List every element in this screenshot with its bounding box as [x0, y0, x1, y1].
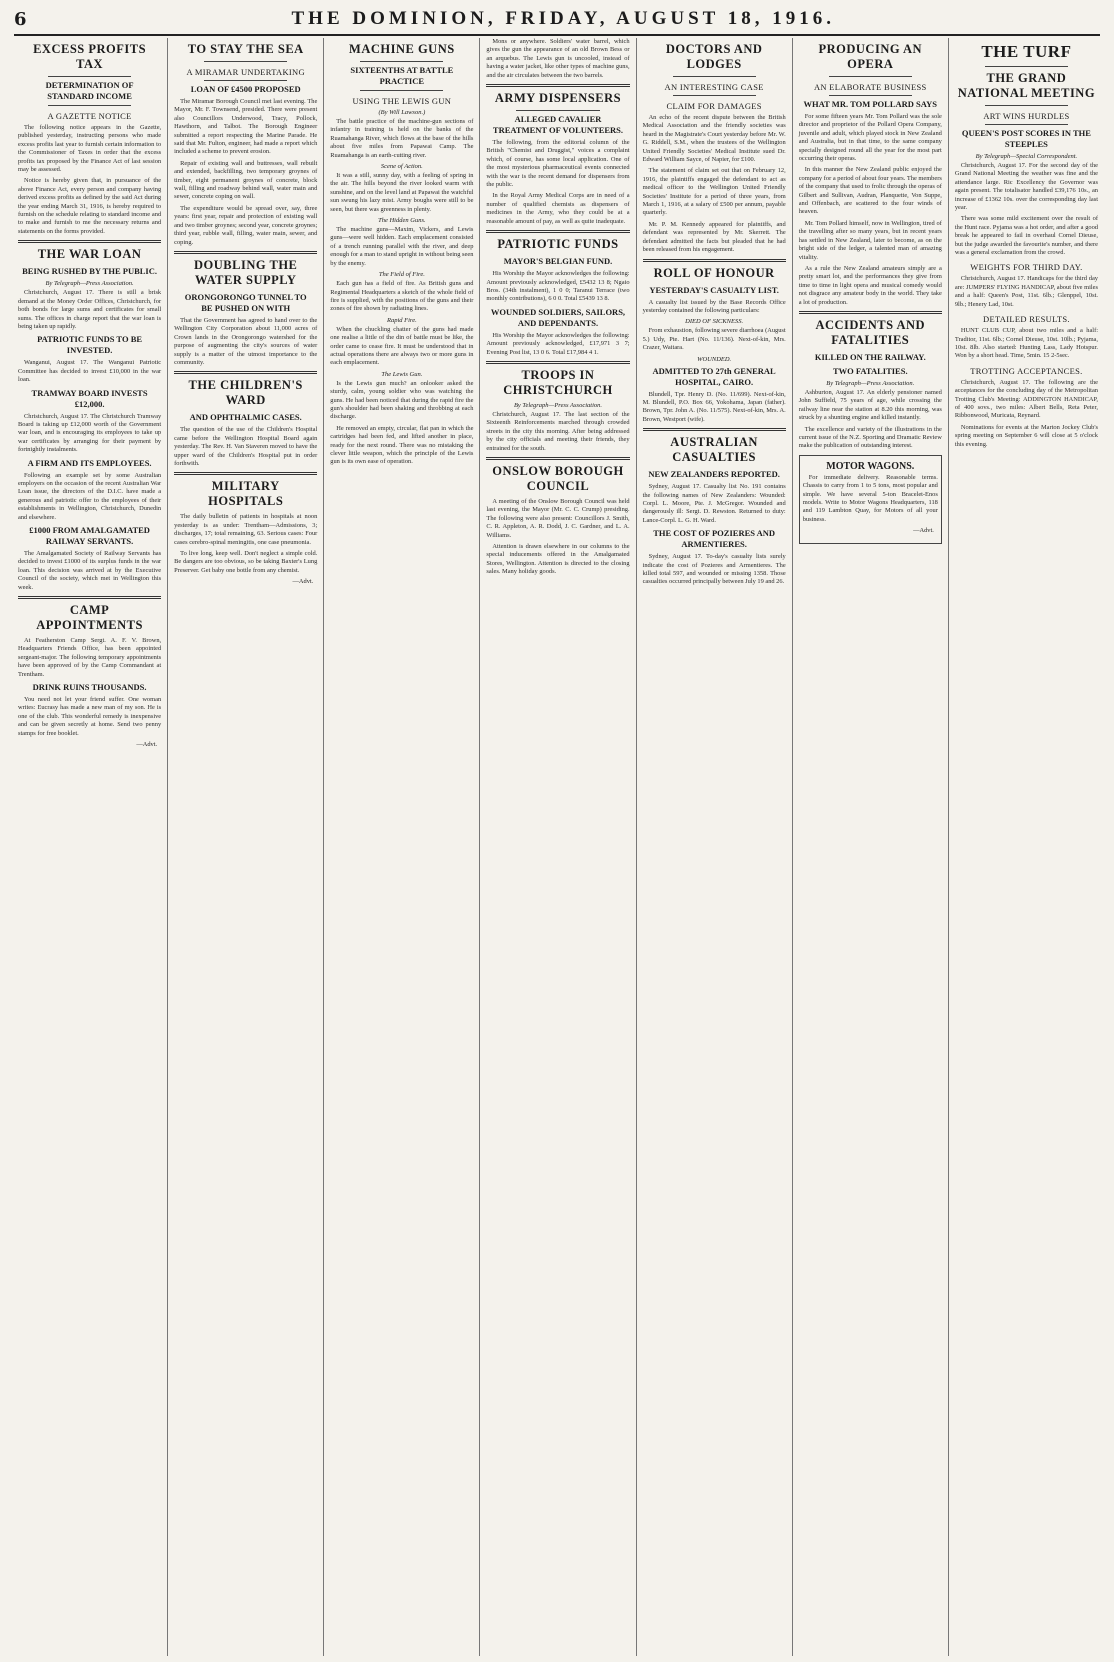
- divider: [204, 61, 287, 62]
- newspaper-title: THE DOMINION, FRIDAY, AUGUST 18, 1916.: [291, 8, 836, 29]
- section-divider: [18, 240, 161, 243]
- article-paragraph: Repair of existing wall and buttresses, wall rebuilt and extended, backfilling, two temporary groynes of timber, eight permanent groynes of concrete, block wall, filling and roadway behind wall, water main and sewer, concrete coping on wall.: [174, 159, 318, 201]
- article-headline: DOUBLING THE WATER SUPPLY: [194, 257, 298, 287]
- article-subheadline: PATRIOTIC FUNDS TO BE INVESTED.: [37, 334, 143, 356]
- article-headline: ACCIDENTS AND FATALITIES: [815, 317, 926, 347]
- article-headline: TO STAY THE SEA: [187, 42, 304, 56]
- section-divider: [486, 361, 629, 364]
- section-heading: WOUNDED.: [697, 355, 732, 363]
- article-paragraph: The following, from the editorial column of the British "Chemist and Druggist," voices a complaint which, of course, has some local application. One of the most mysterious pharmaceutical events connected with the war is the recent demand for dispensers from the public.: [486, 139, 630, 189]
- section-heading: Scene of Action.: [380, 163, 423, 171]
- article-paragraph: Blundell, Tpr. Henry D. (No. 11/699). Next-of-kin, M. Blundell, P.O. Box 66, Yokohama, Japan (father). Brown, Tpr. John A. (No. 11/575). Next-of-kin, Mrs. A. Brown, Westport (wife).: [642, 390, 786, 423]
- article-paragraph: The expenditure would be spread over, say, three years: first year, repair and protection of existing wall and two timber groynes; second year, concrete groynes; third year, rubble wall, filling, water main, sewer, and coping.: [174, 204, 318, 246]
- article-paragraph: That the Government has agreed to hand over to the Wellington City Corporation about 11,000 acres of Crown lands in the Orongorongo watershed for the purpose of augmenting the city's sources of water supply is a matter of the utmost importance to the community.: [174, 316, 318, 366]
- article-paragraph: Mr. Tom Pollard himself, now in Wellington, tired of the travelling after so many years, but in recent years has settled in New Zealand, later to become, as on the bright side of the ledger, a talented man of amazing vitality.: [798, 219, 942, 261]
- article-subheadline: DETERMINATION OF STANDARD INCOME: [45, 80, 134, 101]
- divider: [673, 95, 756, 96]
- section-divider: [174, 251, 317, 254]
- article-subheadline: MAYOR'S BELGIAN FUND.: [503, 256, 613, 267]
- article-subheadline: WOUNDED SOLDIERS, SAILORS, AND DEPENDANTS.: [490, 306, 626, 328]
- section-divider: [486, 84, 629, 87]
- article-paragraph: The statement of claim set out that on February 12, 1916, the plaintiffs engaged the defendant to act as medical officer to the Wellington United Friendly Societies' Institute for a period of three years, from March 1, 1916, at a salary of £500 per annum, payable quarterly.: [642, 167, 786, 217]
- article-paragraph: There was some mild excitement over the result of the Hunt race. Pyjama was a hot order, and after a good break he appeared to fail in overhaul Cornel Dieuse, but the judge awarded the favourite's number, and there was a general exclamation from the crowd.: [954, 215, 1098, 257]
- article-subheadline: WHAT MR. TOM POLLARD SAYS: [803, 99, 937, 109]
- section-heading: The Field of Fire.: [378, 271, 425, 279]
- section-divider: [486, 457, 629, 460]
- article-subheadline: ORONGORONGO TUNNEL TO BE PUSHED ON WITH: [184, 291, 307, 313]
- article-paragraph: When the chuckling chatter of the guns had made one realise a little of the din of battle must be like, the order came to cease fire. It must be understood that in actual operations there are always two or more guns in each emplacement.: [330, 325, 474, 367]
- divider: [48, 105, 131, 106]
- section-heading: The Lewis Gun.: [381, 370, 423, 378]
- article-headline: THE TURF: [981, 42, 1072, 61]
- article-subheadline: A MIRAMAR UNDERTAKING: [186, 67, 305, 77]
- section-divider: [174, 371, 317, 374]
- article-subheadline: LOAN OF £4500 PROPOSED: [190, 84, 301, 94]
- article-headline: PATRIOTIC FUNDS: [497, 237, 619, 252]
- article-paragraph: The excellence and variety of the illustrations in the current issue of the N.Z. Sporting and Dramatic Review make the publication of outstanding interest.: [798, 425, 942, 450]
- advertisement-box: [799, 455, 942, 544]
- article-paragraph: The Miramar Borough Council met last evening. The Mayor, Mr. F. Townsend, presided. There were present also Councillors Underwood, Tracy, Pollock, Hawthorn, and Talbot. The Borough Engineer submitted a report respecting the Marine Parade. He said that Mr. Fulton, engineer, had made a report which included a scheme to prevent erosion.: [174, 98, 318, 156]
- article-subheadline: THE COST OF POZIERES AND ARMENTIERES.: [653, 528, 776, 550]
- article-paragraph: Attention is drawn elsewhere in our columns to the special inducements offered in the Amalgamated Stores, Wellington. Attention is directed to the closing sales. Many holiday goods.: [486, 543, 630, 576]
- advertisement-signoff: —Advt.: [913, 527, 934, 535]
- article-headline: CAMP APPOINTMENTS: [36, 603, 143, 633]
- article-headline: PRODUCING AN OPERA: [818, 42, 923, 71]
- article-paragraph: In the Royal Army Medical Corps are in need of a number of qualified chemists as dispensers of medicines in the Army, who they could be at a reasonable amount of pay, as well as quite inadequate.: [486, 192, 630, 225]
- article-subheadline: KILLED ON THE RAILWAY.: [814, 351, 926, 362]
- advertisement-text: To live long, keep well. Don't neglect a simple cold. Be dangers are too obvious, so be taking Baxter's Lung Preserver. Get baby one bottle from any chemist.: [174, 550, 318, 574]
- article-paragraph: The machine guns—Maxim, Vickers, and Lewis guns—were well hidden. Each emplacement consisted of a trench running parallel with the river, and deep enough for a man to stand upright in without being seen by the enemy.: [330, 226, 474, 267]
- article-subheadline: A GAZETTE NOTICE: [47, 111, 132, 121]
- article-paragraph: Nominations for events at the Marton Jockey Club's spring meeting on September 6 will close at 5 o'clock this evening.: [954, 423, 1098, 448]
- byline: (By Will Lawson.): [378, 109, 426, 116]
- article-paragraph: Sydney, August 17. To-day's casualty lists surely indicate the cost of Pozieres and Armentieres. The killed total 597, and wounded or missing 1358. Those casualties occurred principally between July 19 and 26.: [642, 553, 786, 586]
- page-number: 6: [14, 8, 27, 30]
- divider: [673, 76, 756, 77]
- article-paragraph: His Worship the Mayor acknowledges the following: Amount previously acknowledged, £17,971 3 7; Evening Post list, 13 0 6. Total £17,984 4 1.: [486, 331, 630, 356]
- article-paragraph: Mons or anywhere. Soldiers' water barrel, which gives the gun the appearance of an old Brown Bess or an arquebus. The Lewis gun is uncooled, instead of having a water jacket, like other types of machine guns, and the air circulates between the two barrels.: [486, 38, 630, 79]
- divider: [48, 76, 131, 77]
- article-paragraph: Christchurch, August 17. The Christchurch Tramway Board is taking up £12,000 worth of the Government war loan, and is encouraging its employees to take up war certificates by arranging for their payment by fortnightly instalments.: [18, 412, 162, 454]
- section-heading: The Hidden Guns.: [378, 217, 426, 225]
- divider: [360, 61, 443, 62]
- advertisement-text: You need not let your friend suffer. One woman writes: Eucrasy has made a new man of my son. He is one of the club. This wonderful remedy is inexpensive and can be given secretly at home. Send two penny stamps for free booklet.: [18, 696, 162, 737]
- divider: [985, 124, 1068, 125]
- article-subheadline: £1000 FROM AMALGAMATED RAILWAY SERVANTS.: [29, 525, 150, 546]
- article-paragraph: In this manner the New Zealand public enjoyed the company for a period of about four years. The members of the company that used to frolic through the operas of Gilbert and Sullivan, Audran, Planquette, Von Suppe, and Offenbach, are scattered to the four winds of heaven.: [798, 166, 942, 216]
- article-paragraph: An echo of the recent dispute between the British Medical Association and the friendly societies was heard in the Magistrate's Court yesterday before Mr. W. G. Riddell, S.M., when the trustees of the Wellington United Friendly Societies' Medical Institute sued Dr. Edward William Sayce, of Napier, for £100.: [642, 114, 786, 164]
- article-subheadline: YESTERDAY'S CASUALTY LIST.: [649, 284, 779, 295]
- section-heading: TROTTING ACCEPTANCES.: [970, 365, 1083, 376]
- section-divider: [18, 596, 161, 599]
- article-paragraph: From exhaustion, following severe diarrhoea (August 5.) Udy, Pte. Hart (No. 11/136). Next-of-kin, Mrs. Crazer, Waitara.: [642, 327, 786, 352]
- article-paragraph: At Featherston Camp Sergt. A. F. V. Brown, Headquarters Friends Office, has been appointed sergeant-major. The following temporary appointments have been approved of by the Camp Commandant at Trentham.: [18, 637, 162, 678]
- column-2: [168, 38, 324, 1656]
- article-subheadline: CLAIM FOR DAMAGES: [666, 101, 762, 111]
- column-3: [324, 38, 480, 1656]
- article-paragraph: The daily bulletin of patients in hospitals at noon yesterday is as under: Trentham—Admissions, 3; discharges, 17; total remaining, 63. Serious cases: Four cases cerebro-spinal meningitis, one case pneumonia.: [174, 513, 318, 546]
- article-paragraph: Wanganui, August 17. The Wanganui Patriotic Committee has decided to invest £10,000 in the war loan.: [18, 359, 162, 384]
- article-paragraph: Christchurch, August 17. Handicaps for the third day are: JUMPERS' FLYING HANDICAP, about five miles and a half: Queen's Post, 11st. 6lb.; Glenppel, 10st. 9lb.; Henery Lad, 10st.: [954, 275, 1098, 308]
- section-divider: [486, 230, 629, 233]
- section-divider: [643, 259, 786, 262]
- article-paragraph: Ashburton, August 17. An elderly pensioner named John Suffield, 75 years of age, while crossing the railway line near the station at 8.20 this morning, was struck by a shunting engine and killed instantly.: [798, 388, 942, 422]
- advertisement-title: MOTOR WAGONS.: [826, 460, 915, 472]
- article-paragraph: The battle practice of the machine-gun sections of infantry in training is held on the banks of the Ruamahanga River, which flows at the base of the hills about five miles from Papawai Camp. The Ruamahanga is an earth-cutting river.: [330, 118, 474, 159]
- article-paragraph: HUNT CLUB CUP, about two miles and a half: Traditor, 11st. 6lb.; Cornel Dieuse, 10st. 10lb.; Pyjama, 10st. 8lb. Also started: Hunting Lass, Lady Hotspur. Won by a short head. Time, 5min. 15 2-5sec.: [954, 327, 1098, 360]
- divider: [829, 76, 912, 77]
- article-paragraph: For some fifteen years Mr. Tom Pollard was the sole director and proprietor of the Pollard Opera Company, juvenile and adult, which played stock in New Zealand and Australia, but in that time, to the same company specially designed round all the year for the most part occurring their operas.: [798, 113, 942, 163]
- masthead: [14, 4, 1100, 36]
- advertisement-signoff: —Advt.: [292, 578, 314, 586]
- article-subheadline: DRINK RUINS THOUSANDS.: [32, 682, 147, 693]
- advertisement-text: For immediate delivery. Reasonable terms. Chassis to carry from 1 to 5 tons, most popular and simple. We have several 5-ton Bracelet-Enos models. Write to Motor Wagons Headquarters, 118 and 119 Lambton Quay, for Motors of all your business.: [802, 473, 938, 523]
- article-paragraph: The following notice appears in the Gazette, published yesterday, instructing persons who made excess profits last year to furnish certain information to the Commissioner of Taxes in order that the excess profits tax proposed by the Finance Act of last session may be assessed.: [18, 124, 162, 174]
- section-heading: DETAILED RESULTS.: [983, 314, 1070, 325]
- article-subheadline: TWO FATALITIES.: [832, 365, 908, 376]
- article-paragraph: His Worship the Mayor acknowledges the following: Amount previously acknowledged, £5432 13 8; Ngaio Bros. (34th instalment), 1 0 0; Taranui Terrace (two monthly contributions), 6 0 0. Total £5439 13 8.: [486, 270, 630, 303]
- article-paragraph: Christchurch, August 17. The last section of the Sixteenth Reinforcements marched through crowded streets in the city this morning. After being addressed by the city officials and meeting their friends, they entrained for the south.: [486, 410, 630, 452]
- article-headline: AUSTRALIAN CASUALTIES: [670, 435, 758, 465]
- section-heading: WEIGHTS FOR THIRD DAY.: [970, 262, 1083, 273]
- section-divider: [799, 311, 942, 314]
- article-subheadline: A FIRM AND ITS EMPLOYEES.: [27, 457, 152, 468]
- article-paragraph: It was a still, sunny day, with a feeling of spring in the air. The hills beyond the river looked warm with sunshine, and on the level land at Papawai the watchful sun swung his lazy mist. Army boughs were still to be seen, but there was greenness in plenty.: [330, 172, 474, 213]
- byline: By Telegraph—Press Association.: [45, 280, 134, 288]
- article-paragraph: Is the Lewis gun much? an onlooker asked the sturdy, calm, young soldier who was watching the guns. He had been noticed that during the rapid fire the gun's shoulder had been shaking and throbbing at each discharge.: [330, 379, 474, 421]
- section-divider: [174, 472, 317, 475]
- article-subheadline: BEING RUSHED BY THE PUBLIC.: [22, 266, 157, 277]
- article-subheadline: ALLEGED CAVALIER TREATMENT OF VOLUNTEERS.: [492, 114, 624, 136]
- byline: By Telegraph—Special Correspondent.: [975, 153, 1078, 160]
- byline: By Telegraph—Press Association.: [513, 401, 603, 409]
- article-paragraph: Notice is hereby given that, in pursuance of the above Finance Act, every person and company having derived excess profits as defined by the said Act during the year ending March 31, 1916, is hereby required to furnish on the schedule relating to standard income and to make and furnish to me the necessary returns and statements on the forms provided.: [18, 177, 162, 235]
- article-subheadline: AN ELABORATE BUSINESS: [813, 82, 927, 92]
- article-paragraph: A meeting of the Onslow Borough Council was held last evening, the Mayor (Mr. C. C. Crump) presiding. The following were also present: Councillors J. Smith, C. R. Appleton, A. R. Dodd, J. C. Gardner, and L. A. Williams.: [486, 497, 630, 539]
- article-headline: THE GRAND NATIONAL MEETING: [957, 71, 1096, 100]
- column-6: [793, 38, 949, 1656]
- article-headline: ROLL OF HONOUR: [653, 265, 775, 280]
- column-1: [12, 38, 168, 1656]
- article-paragraph: Following an example set by some Australian employers on the occasion of the recent Australian War Loan issue, the directors of the D.I.C. have made a generous and patriotic offer to the employees of their establishments in Wellington, Christchurch, Dunedin and elsewhere.: [18, 471, 162, 521]
- article-subheadline: SIXTEENTHS AT BATTLE PRACTICE: [350, 65, 454, 86]
- article-paragraph: The Amalgamated Society of Railway Servants has decided to invest £1000 of its surplus funds in the war loan. This decision was arrived at by the Executive Council of the society, which met in Wellington this week.: [18, 550, 162, 591]
- column-5: [637, 38, 793, 1656]
- article-paragraph: Mr. P. M. Kennedy appeared for plaintiffs, and defendant was represented by Mr. Skerrett. The defendant admitted the facts but pleaded that he had been released from his engagement.: [642, 220, 786, 254]
- article-subheadline: AN INTERESTING CASE: [664, 82, 764, 92]
- article-headline: TROOPS IN CHRISTCHURCH: [503, 367, 613, 397]
- article-paragraph: Christchurch, August 17. There is still a brisk demand at the Money Order Offices, Christchurch, for both bonds for large sums and certificates for small sums. The offices in charge report that the war loan is being taken up rapidly.: [18, 289, 162, 330]
- divider: [360, 90, 443, 91]
- divider: [829, 95, 912, 96]
- article-headline: ONSLOW BOROUGH COUNCIL: [492, 463, 624, 493]
- column-4: [480, 38, 636, 1656]
- byline: By Telegraph—Press Association.: [826, 379, 915, 387]
- article-paragraph: He removed an empty, circular, flat pan in which the cartridges had been fed, and lifted another in place, ready for the next round. There was no mistaking the clever little weapon, which the principle of the Lewis gun is its own ease of operation.: [330, 424, 474, 466]
- section-divider: [643, 428, 786, 431]
- article-paragraph: The question of the use of the Children's Hospital came before the Wellington Hospital Board again yesterday. The Rev. H. Van Staveren moved to have the upper ward of the Children's Hospital put in order forthwith.: [174, 426, 318, 467]
- article-paragraph: A casualty list issued by the Base Records Office yesterday contained the following particulars:: [642, 298, 786, 314]
- article-subheadline: USING THE LEWIS GUN: [352, 96, 452, 106]
- article-paragraph: Christchurch, August 17. For the second day of the Grand National Meeting the weather was fine and the attendance large. Ric Excellency the Governor was again present. The totalisator handled £39,176 10s., an increase of £1362 10s. over the corresponding day last year.: [954, 162, 1098, 212]
- article-paragraph: Christchurch, August 17. The following are the acceptances for the concluding day of the Metropolitan Trotting Club's Meeting: ADDINGTON HANDICAP, of 400 sovs., two miles: Albert Bells, Reta Peter, Ribbonwood, Muricata, Reynard.: [954, 378, 1098, 420]
- article-paragraph: Sydney, August 17. Casualty list No. 191 contains the following names of New Zealanders: Wounded: Corpl. L. Moore, Pte. J. McGregor. Wounded and dangerously ill: Sergt. D. Rewston. Returned to duty: Lance-Corpl. L. G. H. Ward.: [642, 483, 786, 524]
- section-heading: DIED OF SICKNESS.: [685, 318, 744, 326]
- article-headline: EXCESS PROFITS TAX: [33, 42, 147, 71]
- article-subheadline: ADMITTED TO 27th GENERAL HOSPITAL, CAIRO.: [652, 365, 776, 387]
- article-subheadline: NEW ZEALANDERS REPORTED.: [648, 469, 780, 480]
- divider: [204, 80, 287, 81]
- divider: [985, 105, 1068, 106]
- article-headline: THE CHILDREN'S WARD: [188, 378, 303, 408]
- article-subheadline: QUEEN'S POST SCORES IN THE STEEPLES: [961, 128, 1091, 149]
- article-paragraph: Each gun has a field of fire. As British guns and Regimental Headquarters a sketch of the whole field of fire is supplied, with the positions of the guns and their zones of fire shown by radiating lines.: [330, 280, 474, 313]
- article-subheadline: AND OPHTHALMIC CASES.: [189, 412, 302, 423]
- article-subheadline: TRAMWAY BOARD INVESTS £12,000.: [31, 387, 148, 409]
- divider: [985, 66, 1068, 67]
- article-headline: MILITARY HOSPITALS: [208, 479, 284, 509]
- article-paragraph: As a rule the New Zealand amateurs simply are a pretty smart lot, and the performances they give from time to time in light opera and musical comedy would not disgrace any amateur body in the world. They take a lot of production.: [798, 264, 942, 306]
- article-headline: MACHINE GUNS: [349, 42, 455, 56]
- article-headline: ARMY DISPENSERS: [494, 91, 622, 106]
- divider: [516, 110, 599, 111]
- article-subheadline: ART WINS HURDLES: [983, 111, 1070, 121]
- column-7: [949, 38, 1104, 1656]
- article-headline: THE WAR LOAN: [37, 247, 142, 262]
- columns: [12, 38, 1104, 1656]
- article-headline: DOCTORS AND LODGES: [665, 42, 763, 71]
- section-heading: Rapid Fire.: [386, 316, 417, 324]
- advertisement-signoff: —Advt.: [136, 741, 158, 749]
